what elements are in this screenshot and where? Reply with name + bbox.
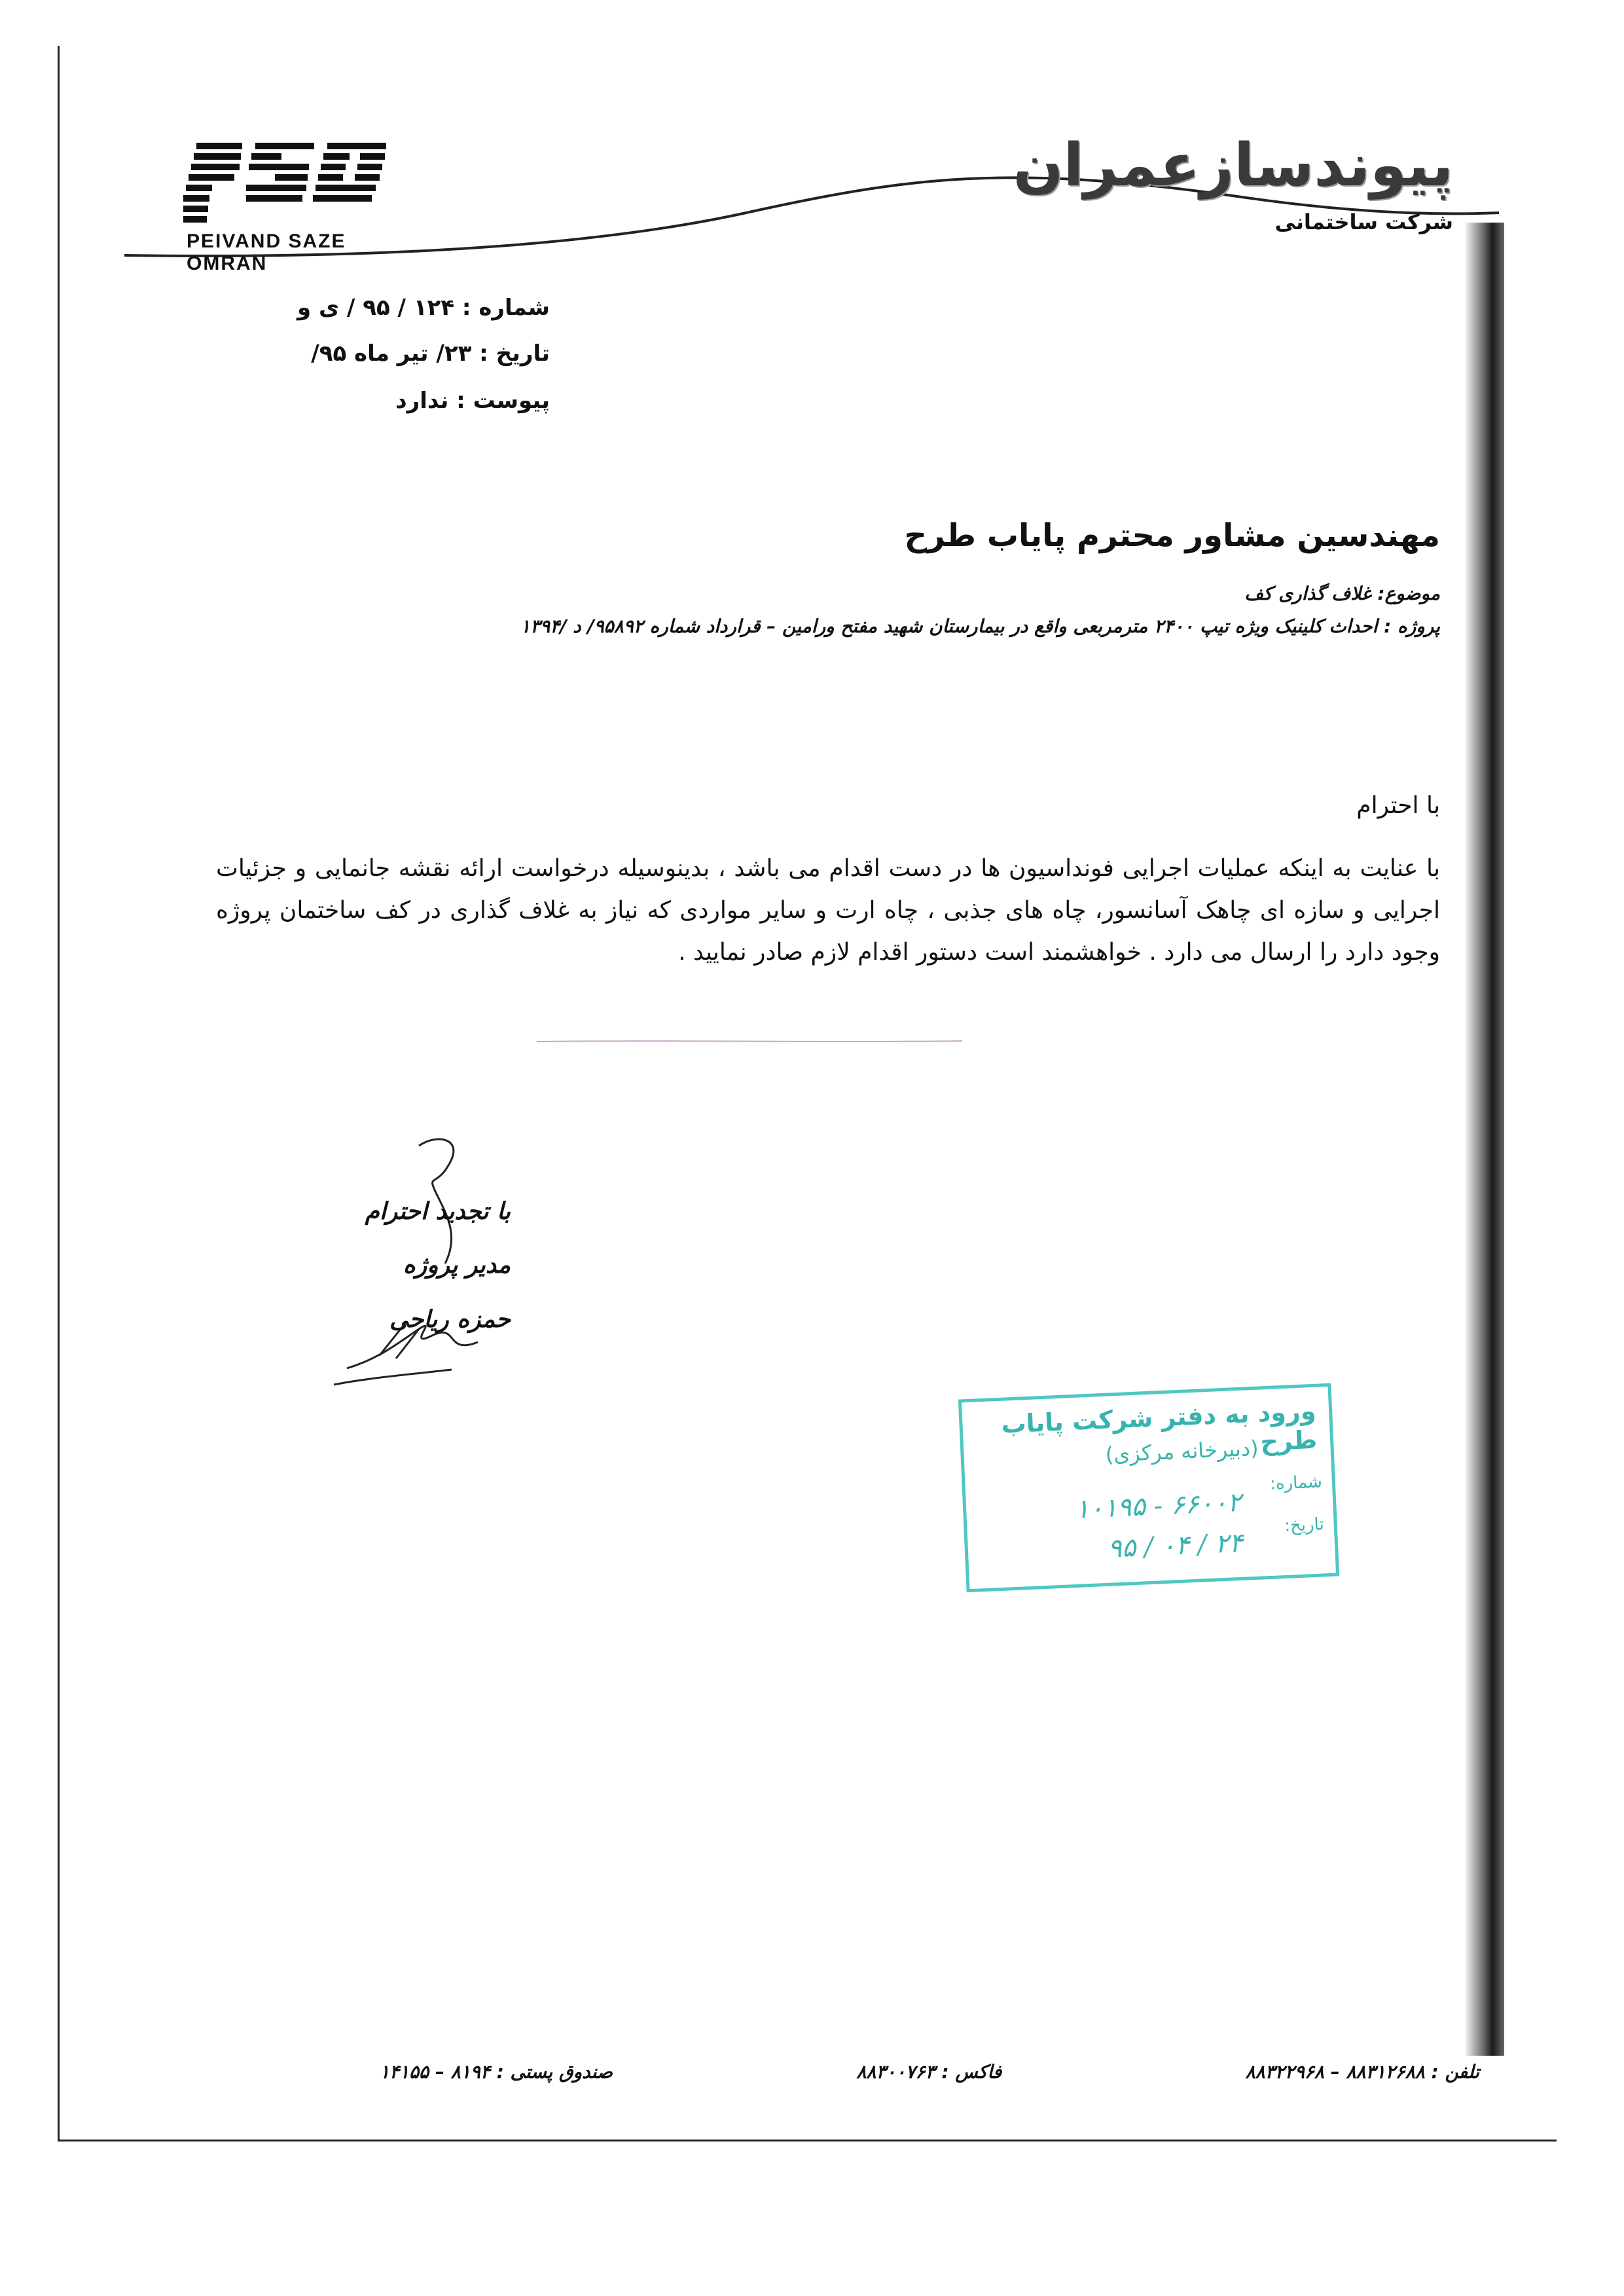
subject-line: موضوع: غلاف گذاری کف (1244, 583, 1440, 604)
footer-po-box: صندوق پستی : ۸۱۹۴ – ۱۴۱۵۵ (380, 2061, 613, 2083)
closing-regards: با تجدید احترام (365, 1198, 511, 1225)
footer-fax: فاکس : ۸۸۳۰۰۷۶۳ (856, 2061, 1002, 2083)
stamp-number-value: ۱۰۱۹۵ - ۶۶۰۰۲ (1074, 1487, 1242, 1525)
stamp-number-label: شماره: (1269, 1472, 1323, 1494)
pso-logo-caption: PEIVAND SAZE OMRAN (187, 230, 346, 274)
greeting: با احترام (1356, 792, 1440, 819)
left-margin-line (58, 46, 60, 2141)
project-line: پروژه : احداث کلینیک ویژه تیپ ۲۴۰۰ مترمربعی واقع در بیمارستان شهید مفتح ورامین – قرارداد شماره ۹۵۸۹۲/ د /۱۳۹۴ (520, 615, 1440, 637)
letter-attachment: پیوست : ندارد (395, 388, 550, 414)
stamp-date-value: ۹۵ / ۰۴ / ۲۴ (1107, 1527, 1244, 1564)
stamp-title: ورود به دفتر شرکت پایاب طرح (1000, 1396, 1318, 1457)
footer-phone: تلفن : ۸۸۳۱۲۶۸۸ – ۸۸۳۲۲۹۶۸ (1245, 2061, 1479, 2083)
letter-body: با عنایت به اینکه عملیات اجرایی فونداسیون ها در دست اقدام می باشد ، بدینوسیله درخواست ارائه نقشه جانمایی و جزئیات اجرایی و سازه ای چاهک آسانسور، چاه های جذبی ، چاه ارت و سایر مواردی که نیاز به غلاف گذاری در کف ساختمان پروژه وجود دارد را ارسال می دارد . خواهشمند است دستور اقدام لازم صادر نمایید . (216, 855, 1440, 966)
closing-name: حمزه ریاحی (389, 1306, 511, 1333)
persian-logo: پیوندسازعمران (1013, 131, 1453, 200)
closing-title: مدیر پروژه (403, 1252, 511, 1279)
bottom-page-line (58, 2140, 1557, 2141)
persian-logo-caption: شرکت ساختمانی (1274, 210, 1453, 234)
underline-mark (537, 1038, 962, 1046)
recipient: مهندسین مشاور محترم پایاب طرح (904, 517, 1440, 554)
stamp-date-label: تاریخ: (1284, 1514, 1325, 1537)
received-stamp (958, 1383, 1339, 1593)
scan-shadow-band (1465, 223, 1504, 2056)
letter-date: تاریخ : ۲۳/ تیر ماه ۹۵/ (311, 340, 550, 367)
letter-number: شماره : ۱۲۴ / ۹۵ / ی و (297, 295, 550, 321)
footer-contact (380, 2061, 1479, 2083)
stamp-subtitle: (دبیرخانه مرکزی) (1104, 1435, 1259, 1467)
